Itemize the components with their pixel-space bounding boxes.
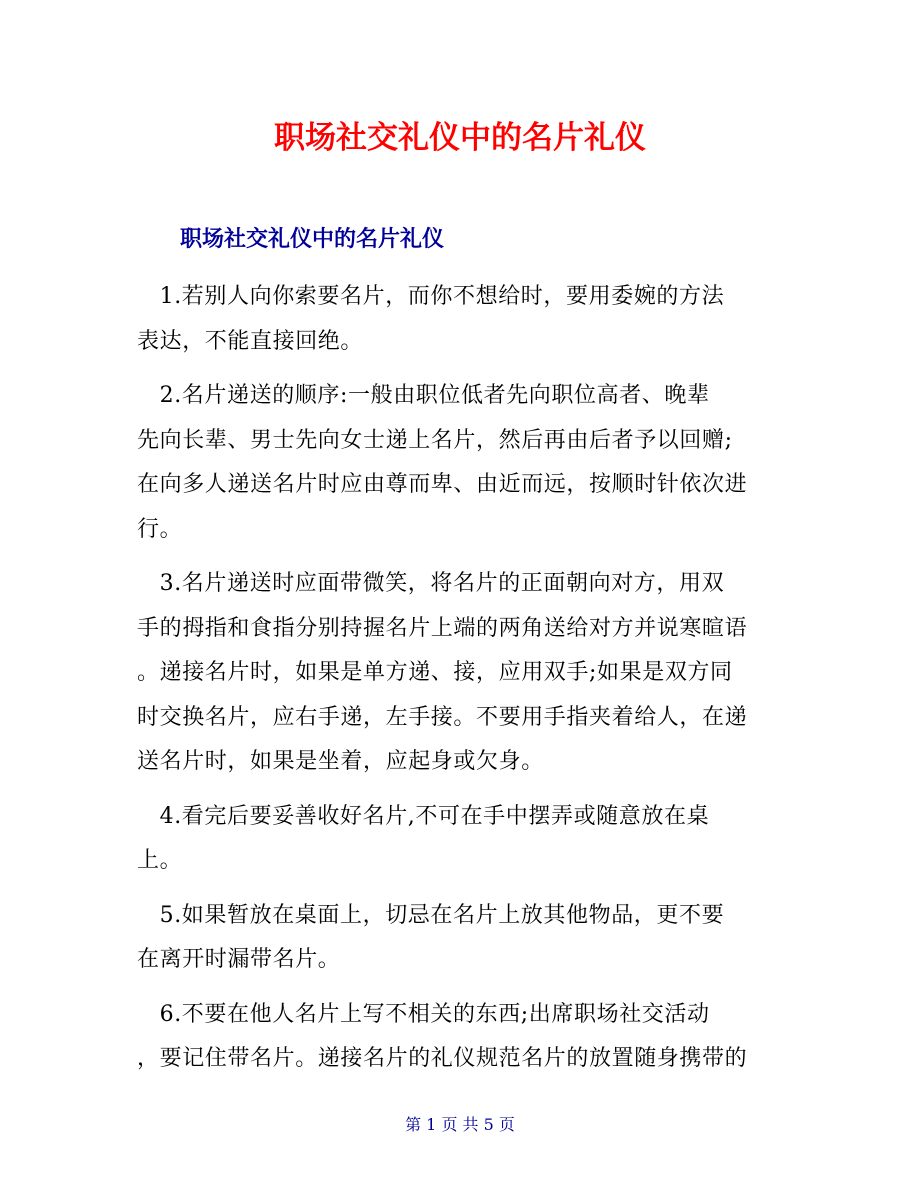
paragraph-line: 在向多人递送名片时应由尊而卑、由近而远，按顺时针依次进: [137, 472, 748, 497]
paragraph-line: 3.名片递送时应面带微笑，将名片的正面朝向对方，用双: [137, 571, 725, 596]
paragraph-line: 手的拇指和食指分别持握名片上端的两角送给对方并说寒暄语: [137, 615, 748, 641]
paragraph: [137, 275, 797, 364]
paragraph-line: 送名片时，如果是坐着，应起身或欠身。: [137, 749, 544, 774]
paragraph-line: 2.名片递送的顺序:一般由职位低者先向职位高者、晚辈: [137, 383, 710, 408]
document-title: 职场社交礼仪中的名片礼仪: [274, 120, 646, 156]
paragraph: [137, 894, 797, 983]
paragraph-line: 在离开时漏带名片。: [137, 947, 341, 972]
paragraph: [137, 562, 797, 785]
paragraph-line: 6.不要在他人名片上写不相关的东西;出席职场社交活动: [137, 1001, 710, 1027]
page-footer: 第 1 页 共 5 页: [405, 1115, 515, 1134]
paragraph-line: 4.看完后要妥善收好名片,不可在手中摆弄或随意放在桌: [137, 803, 710, 829]
paragraph: [137, 374, 797, 552]
section-heading: 职场社交礼仪中的名片礼仪: [180, 227, 445, 252]
document-body: [137, 275, 797, 1092]
paragraph-line: 行。: [137, 516, 183, 542]
paragraph-line: 表达，不能直接回绝。: [137, 328, 364, 354]
paragraph-line: 时交换名片，应右手递，左手接。不要用手指夹着给人，在递: [137, 704, 748, 730]
paragraph-line: 先向长辈、男士先向女士递上名片，然后再由后者予以回赠;: [137, 427, 733, 453]
paragraph-line: 1.若别人向你索要名片，而你不想给时，要用委婉的方法: [137, 284, 725, 309]
paragraph: [137, 993, 797, 1082]
paragraph: [137, 795, 797, 884]
paragraph-line: 上。: [137, 848, 183, 873]
paragraph-line: 5.如果暂放在桌面上，切忌在名片上放其他物品，更不要: [137, 902, 725, 928]
paragraph-line: ，要记住带名片。递接名片的礼仪规范名片的放置随身携带的: [137, 1046, 748, 1071]
paragraph-line: 。递接名片时，如果是单方递、接，应用双手;如果是双方同: [137, 660, 733, 685]
